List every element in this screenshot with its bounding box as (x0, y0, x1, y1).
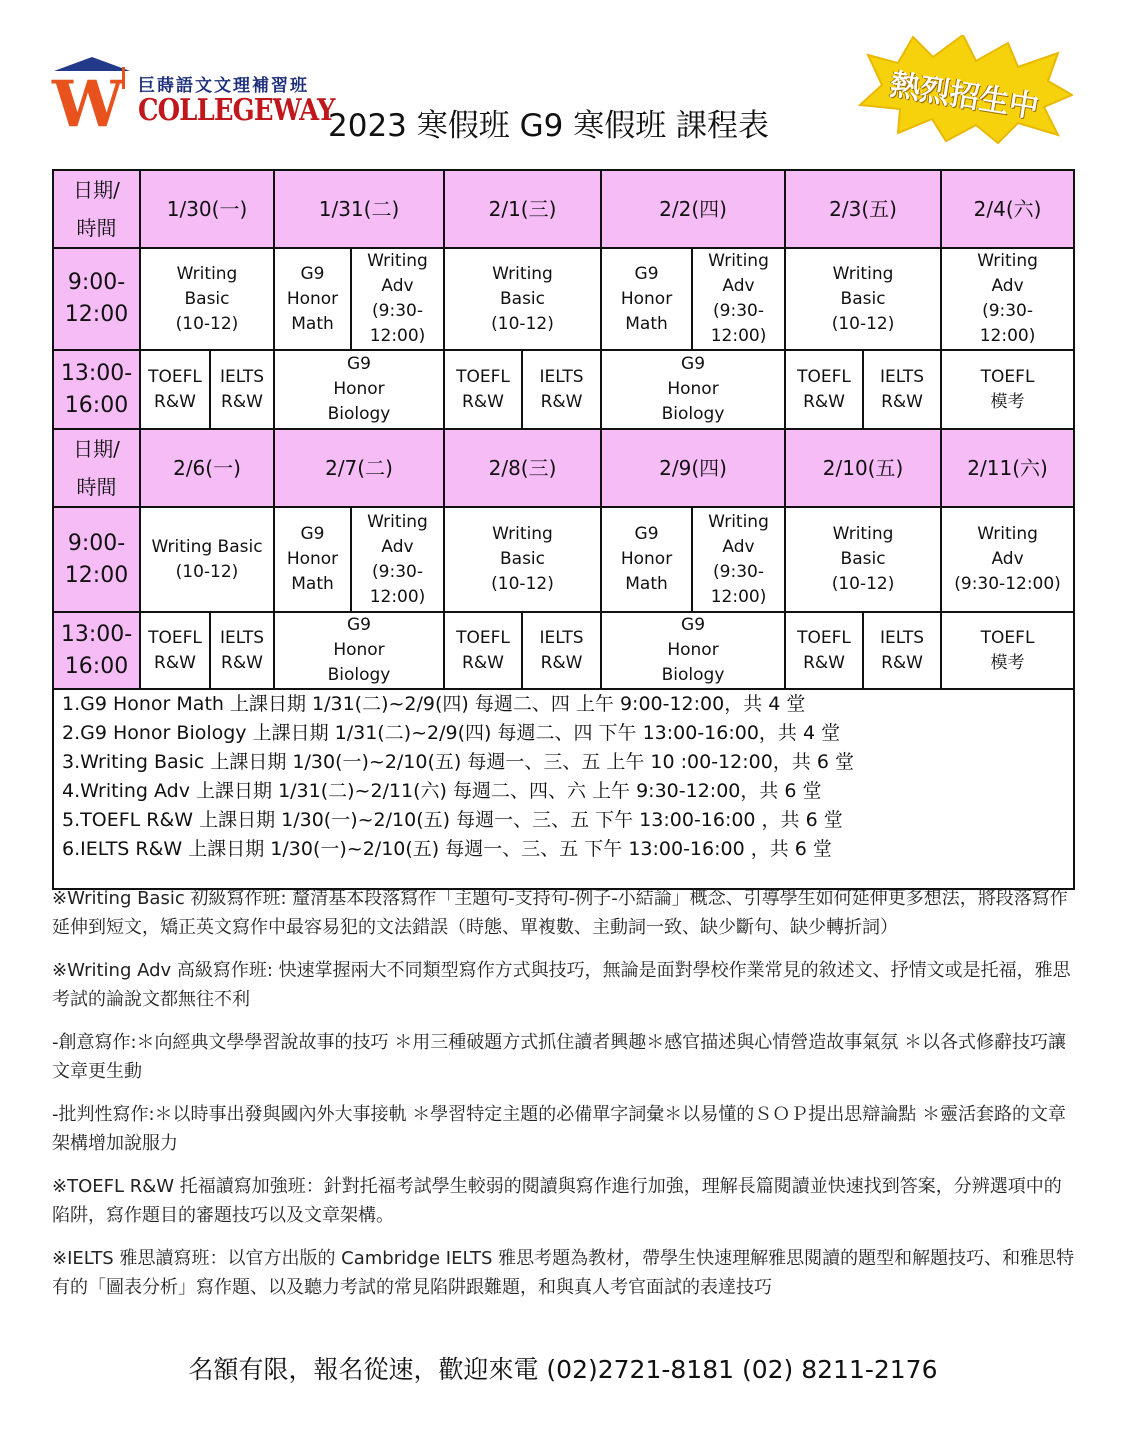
description-paragraph: ※Writing Basic 初級寫作班: 釐清基本段落寫作「主題句-支持句-例子-小結論」概念、引導學生如何延伸更多想法，將段落寫作延伸到短文，矯正英文寫作中最容易犯的文法錯誤（時態、單複數、主動詞一致、缺少斷句、缺少轉折詞） (52, 888, 1068, 938)
class-cell-line: IELTS (880, 366, 925, 387)
header (0, 0, 1126, 165)
date-cell: 2/1(三) (444, 170, 601, 248)
class-cell-line: Writing (367, 251, 428, 271)
class-cell (692, 507, 785, 612)
date-cell: 2/6(一) (140, 429, 274, 507)
note-line: 1.G9 Honor Math 上課日期 1/31(二)~2/9(四) 每週二、四 上午 9:00-12:00，共 4 堂 (62, 693, 806, 715)
class-cell (785, 507, 941, 612)
class-cell (522, 350, 601, 429)
class-cell-line: R&W (221, 391, 263, 412)
class-cell-line: Biology (661, 404, 725, 424)
date-cell: 2/3(五) (785, 170, 941, 248)
time-cell-pm: 13:00- 16:00 (53, 612, 140, 689)
class-cell-line: TOEFL (456, 627, 510, 648)
class-cell-line: TOEFL (456, 366, 510, 387)
class-cell-line: (10-12) (831, 313, 895, 334)
date-cell: 2/2(四) (601, 170, 785, 248)
class-cell (210, 612, 274, 689)
note-line: 3.Writing Basic 上課日期 1/30(一)~2/10(五) 每週一、三、五 上午 10 :00-12:00，共 6 堂 (62, 751, 854, 773)
class-cell-line: 12:00) (369, 326, 426, 346)
class-cell-line: R&W (462, 391, 504, 412)
class-cell-line: G9 (681, 354, 706, 374)
class-cell (785, 248, 941, 350)
class-cell-line: Writing (708, 511, 769, 532)
logo-english-name: COLLEGEWAY (138, 93, 335, 128)
class-cell (941, 507, 1074, 612)
class-cell-line: (10-12) (831, 574, 895, 594)
class-cell-line: IELTS (539, 627, 584, 648)
description-paragraph: ※TOEFL R&W 托福讀寫加強班：針對托福考試學生較弱的閱讀與寫作進行加強，理解長篇閱讀並快速找到答案，分辨選項中的陷阱，寫作題目的審題技巧以及文章架構。 (52, 1176, 1062, 1226)
class-cell (444, 612, 522, 689)
class-cell-line: G9 (634, 524, 659, 544)
note-line: 4.Writing Adv 上課日期 1/31(二)~2/11(六) 每週二、四、六 上午 9:30-12:00，共 6 堂 (62, 780, 822, 802)
class-cell (692, 248, 785, 350)
date-cell: 2/8(三) (444, 429, 601, 507)
class-cell-line: R&W (221, 652, 263, 673)
description-paragraph: ※IELTS 雅思讀寫班：以官方出版的 Cambridge IELTS 雅思考題為教材，帶學生快速理解雅思閱讀的題型和解題技巧、和雅思特有的「圖表分析」寫作題、以及聽力考試的常見陷阱跟難題，和與真人考官面試的表達技巧 (52, 1248, 1075, 1298)
class-cell-line: Basic (184, 288, 230, 309)
class-cell-line: (9:30- (713, 301, 764, 321)
class-cell-line: (10-12) (175, 561, 239, 582)
class-cell-line: (9:30- (713, 561, 764, 582)
date-cell: 1/31(二) (274, 170, 444, 248)
class-cell (601, 350, 785, 429)
class-cell-line: Writing Basic (151, 536, 263, 557)
class-cell-line: TOEFL (797, 366, 851, 387)
class-cell-line: G9 (634, 263, 659, 284)
cap-tassel-icon (122, 67, 125, 89)
corner-cell: 日期/ 時間 (53, 170, 140, 248)
class-cell (351, 248, 444, 350)
class-cell (351, 507, 444, 612)
week1-date-row (53, 170, 1074, 248)
class-cell-line: TOEFL (980, 627, 1035, 648)
class-cell-line: R&W (803, 652, 845, 673)
class-cell-line: R&W (462, 652, 504, 673)
class-cell-line: Basic (500, 288, 546, 309)
contact-footer: 名額有限，報名從速，歡迎來電 (02)2721-8181 (02) 8211-2176 (188, 1355, 938, 1384)
class-cell-line: 模考 (990, 391, 1025, 412)
class-cell (785, 612, 863, 689)
class-cell (863, 612, 941, 689)
class-cell (140, 248, 274, 350)
note-line: 2.G9 Honor Biology 上課日期 1/31(二)~2/9(四) 每週二、四 下午 13:00-16:00，共 4 堂 (62, 722, 841, 744)
notes-row (53, 689, 1074, 889)
schedule-table (52, 169, 1075, 890)
class-cell-line: Writing (367, 511, 428, 532)
week1-pm-row (53, 350, 1074, 429)
class-cell (274, 248, 351, 350)
class-cell-line: IELTS (219, 366, 265, 387)
time-cell-pm: 13:00- 16:00 (53, 350, 140, 429)
class-cell (601, 248, 692, 350)
class-cell-line: Honor (333, 640, 385, 660)
class-cell-line: TOEFL (148, 366, 202, 387)
class-cell-line: R&W (540, 391, 583, 412)
class-cell-line: Honor (286, 549, 339, 569)
class-cell-line: Math (625, 574, 668, 594)
class-cell (140, 350, 210, 429)
class-cell-line: (10-12) (491, 574, 554, 594)
corner-cell: 日期/ 時間 (53, 429, 140, 507)
class-cell-line: G9 (300, 524, 325, 544)
class-cell-line: Adv (722, 536, 755, 557)
class-cell (444, 507, 601, 612)
class-cell-line: (10-12) (175, 313, 239, 334)
class-cell (140, 612, 210, 689)
description-paragraph: -創意寫作:＊向經典文學學習說故事的技巧 ＊用三種破題方式抓住讀者興趣＊感官描述與心情營造故事氣氛 ＊以各式修辭技巧讓文章更生動 (52, 1032, 1066, 1082)
class-cell-line: (10-12) (491, 313, 554, 334)
class-cell-line: 12:00) (979, 326, 1036, 346)
class-cell-line: TOEFL (980, 366, 1035, 387)
class-cell-line: Math (291, 313, 334, 334)
class-cell-line: G9 (300, 263, 325, 284)
page-title: 2023 寒假班 G9 寒假班 課程表 (328, 108, 770, 144)
note-line: 6.IELTS R&W 上課日期 1/30(一)~2/10(五) 每週一、三、五 下午 13:00-16:00 ，共 6 堂 (62, 838, 832, 860)
class-cell (274, 350, 444, 429)
class-cell-line: Math (291, 574, 334, 594)
class-cell-line: G9 (347, 615, 371, 635)
class-cell-line: R&W (881, 391, 923, 412)
class-cell (785, 350, 863, 429)
collegeway-logo (52, 55, 335, 142)
date-cell: 2/4(六) (941, 170, 1074, 248)
class-cell-line: Adv (381, 536, 414, 557)
class-cell (941, 248, 1074, 350)
class-cell-line: Adv (991, 276, 1024, 296)
class-cell (522, 612, 601, 689)
date-cell: 2/7(二) (274, 429, 444, 507)
class-cell-line: TOEFL (797, 627, 851, 648)
class-cell (941, 350, 1074, 429)
class-cell-line: R&W (803, 391, 845, 412)
description-paragraph: ※Writing Adv 高級寫作班: 快速掌握兩大不同類型寫作方式與技巧，無論是面對學校作業常見的敘述文、抒情文或是托福，雅思考試的論說文都無往不利 (52, 960, 1071, 1010)
class-cell-line: 模考 (990, 652, 1025, 673)
time-cell-am: 9:00- 12:00 (53, 507, 140, 612)
class-cell-line: Writing (832, 263, 894, 284)
course-descriptions (52, 884, 1077, 1316)
class-cell-line: TOEFL (148, 627, 202, 648)
class-cell-line: Adv (722, 276, 755, 296)
class-cell (444, 248, 601, 350)
class-cell-line: Writing (977, 251, 1038, 271)
class-cell-line: Writing (492, 263, 553, 284)
class-cell-line: Honor (620, 549, 673, 569)
class-cell (274, 507, 351, 612)
class-cell-line: Biology (327, 404, 391, 424)
class-cell (941, 612, 1074, 689)
date-cell: 2/10(五) (785, 429, 941, 507)
class-cell-line: Honor (333, 379, 385, 399)
class-cell-line: Basic (500, 549, 546, 569)
class-cell-line: (9:30-12:00) (954, 574, 1061, 594)
class-cell-line: R&W (154, 652, 196, 673)
week1-am-row (53, 248, 1074, 350)
week2-am-row (53, 507, 1074, 612)
class-cell (601, 507, 692, 612)
note-line: 5.TOEFL R&W 上課日期 1/30(一)~2/10(五) 每週一、三、五 下午 13:00-16:00 ，共 6 堂 (62, 809, 843, 831)
class-cell-line: Honor (667, 640, 719, 660)
class-cell-line: 12:00) (710, 586, 767, 607)
class-cell-line: (9:30- (982, 301, 1034, 321)
class-cell-line: Biology (661, 665, 725, 685)
enrollment-badge (858, 35, 1073, 145)
date-cell: 2/11(六) (941, 429, 1074, 507)
class-cell-line: R&W (154, 391, 196, 412)
class-cell-line: Math (625, 313, 668, 334)
time-cell-am: 9:00- 12:00 (53, 248, 140, 350)
date-cell: 1/30(一) (140, 170, 274, 248)
class-cell-line: (9:30- (372, 561, 423, 582)
class-cell-line: IELTS (219, 627, 265, 648)
badge-text: 熱烈招生中 (887, 67, 1042, 126)
class-cell-line: Writing (832, 524, 894, 544)
class-cell (140, 507, 274, 612)
class-cell-line: Basic (840, 549, 886, 569)
class-cell-line: Writing (708, 251, 769, 271)
class-cell-line: Biology (327, 665, 391, 685)
class-cell (863, 350, 941, 429)
class-cell-line: R&W (540, 652, 583, 673)
description-paragraph: -批判性寫作:＊以時事出發與國內外大事接軌 ＊學習特定主題的必備單字詞彙＊以易懂的ＳＯＰ提出思辯論點 ＊靈活套路的文章架構增加說服力 (52, 1104, 1066, 1154)
class-cell-line: G9 (681, 615, 706, 635)
class-cell-line: Adv (991, 549, 1024, 569)
class-cell-line: Honor (667, 379, 719, 399)
class-cell-line: Writing (492, 524, 553, 544)
class-cell (444, 350, 522, 429)
class-cell-line: G9 (347, 354, 371, 374)
class-cell-line: R&W (881, 652, 923, 673)
class-cell-line: (9:30- (372, 301, 423, 321)
schedule-notes (53, 689, 1074, 889)
class-cell-line: IELTS (539, 366, 584, 387)
class-cell-line: Writing (977, 524, 1038, 544)
class-cell-line: IELTS (880, 627, 925, 648)
class-cell (601, 612, 785, 689)
class-cell-line: Honor (620, 288, 673, 309)
class-cell-line: Honor (286, 288, 339, 309)
class-cell-line: Writing (176, 263, 238, 284)
class-cell-line: Basic (840, 288, 886, 309)
class-cell-line: 12:00) (369, 586, 426, 607)
week2-pm-row (53, 612, 1074, 689)
class-cell-line: Adv (381, 276, 414, 296)
class-cell-line: 12:00) (710, 326, 767, 346)
logo-chinese-name: 巨蒔語文文理補習班 (138, 76, 309, 96)
logo-w-letter: W (52, 67, 120, 142)
week2-date-row (53, 429, 1074, 507)
class-cell (274, 612, 444, 689)
class-cell (210, 350, 274, 429)
date-cell: 2/9(四) (601, 429, 785, 507)
